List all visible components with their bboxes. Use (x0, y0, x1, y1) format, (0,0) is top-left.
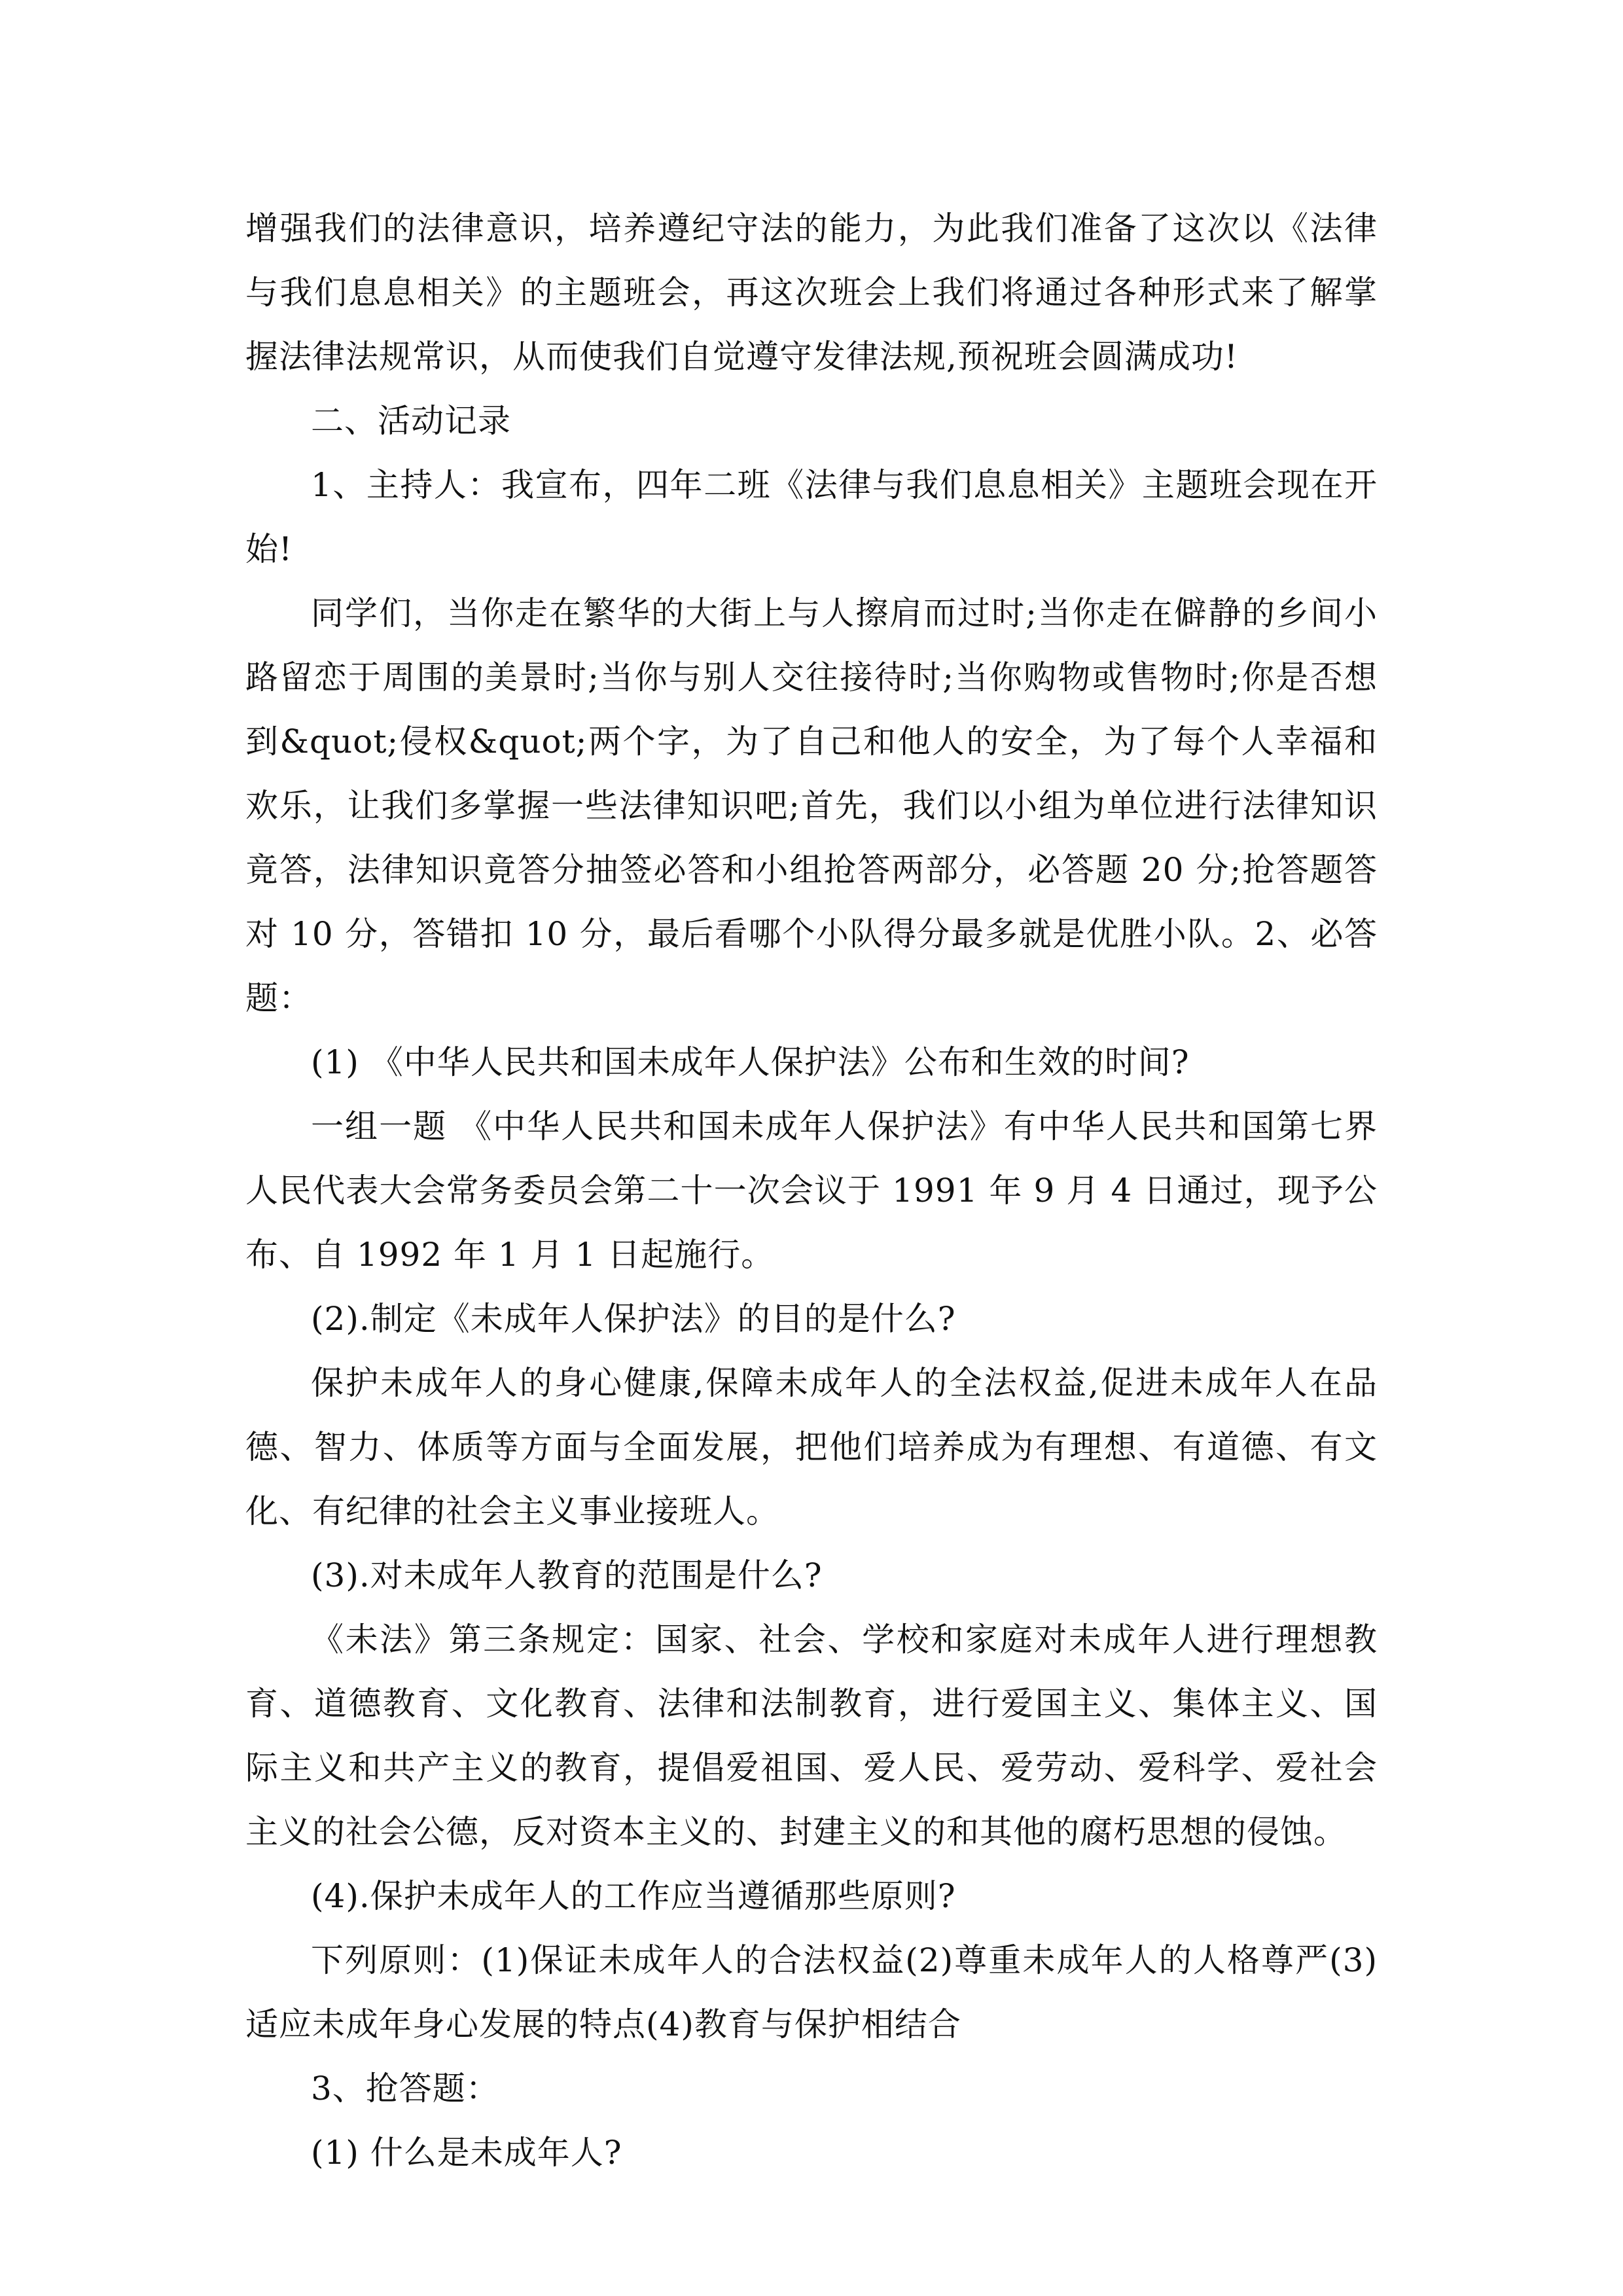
section-heading-quick-answer: 3、抢答题： (311, 2070, 499, 2108)
answer-1: 一组一题 《中华人民共和国未成年人保护法》有中华人民共和国第七界人民代表大会常务委员会第二十一次会议于 1991 年 9 月 4 日通过，现予公布、自 1992 年 1 月 1 日起施行。 (245, 1107, 1378, 1274)
paragraph-host-announcement: 1、主持人：我宣布，四年二班《法律与我们息息相关》主题班会现在开始! (245, 466, 1378, 568)
answer-4: 下列原则：(1)保证未成年人的合法权益(2)尊重未成年人的人格尊严(3)适应未成年身心发展的特点(4)教育与保护相结合 (245, 1941, 1378, 2043)
question-1: (1) 《中华人民共和国未成年人保护法》公布和生效的时间? (311, 1043, 1190, 1081)
answer-3: 《未法》第三条规定：国家、社会、学校和家庭对未成年人进行理想教育、道德教育、文化教育、法律和法制教育，进行爱国主义、集体主义、国际主义和共产主义的教育，提倡爱祖国、爱人民、爱劳动、爱科学、爱社会主义的社会公德，反对资本主义的、封建主义的和其他的腐朽思想的侵蚀。 (245, 1621, 1378, 1851)
answer-2: 保护未成年人的身心健康,保障未成年人的全法权益,促进未成年人在品德、智力、体质等方面与全面发展，把他们培养成为有理想、有道德、有文化、有纪律的社会主义事业接班人。 (245, 1364, 1378, 1530)
question-2: (2).制定《未成年人保护法》的目的是什么? (311, 1300, 956, 1338)
question-4: (4).保护未成年人的工作应当遵循那些原则? (311, 1877, 956, 1915)
section-heading-activity-record: 二、活动记录 (311, 402, 511, 440)
quick-question-1: (1) 什么是未成年人? (311, 2134, 622, 2172)
paragraph-intro-continuation: 增强我们的法律意识，培养遵纪守法的能力，为此我们准备了这次以《法律与我们息息相关》的主题班会，再这次班会上我们将通过各种形式来了解掌握法律法规常识，从而使我们自觉遵守发律法规,预祝班会圆满成功! (245, 209, 1378, 376)
paragraph-host-speech: 同学们，当你走在繁华的大街上与人擦肩而过时;当你走在僻静的乡间小路留恋于周围的美景时;当你与别人交往接待时;当你购物或售物时;你是否想到&quot;侵权&quot;两个字，为了自己和他人的安全，为了每个人幸福和欢乐，让我们多掌握一些法律知识吧;首先，我们以小组为单位进行法律知识竟答，法律知识竟答分抽签必答和小组抢答两部分，必答题 20 分;抢答题答对 10 分，答错扣 10 分，最后看哪个小队得分最多就是优胜小队。2、必答题： (245, 594, 1378, 1017)
document-body (245, 196, 1378, 2185)
question-3: (3).对未成年人教育的范围是什么? (311, 1556, 823, 1594)
